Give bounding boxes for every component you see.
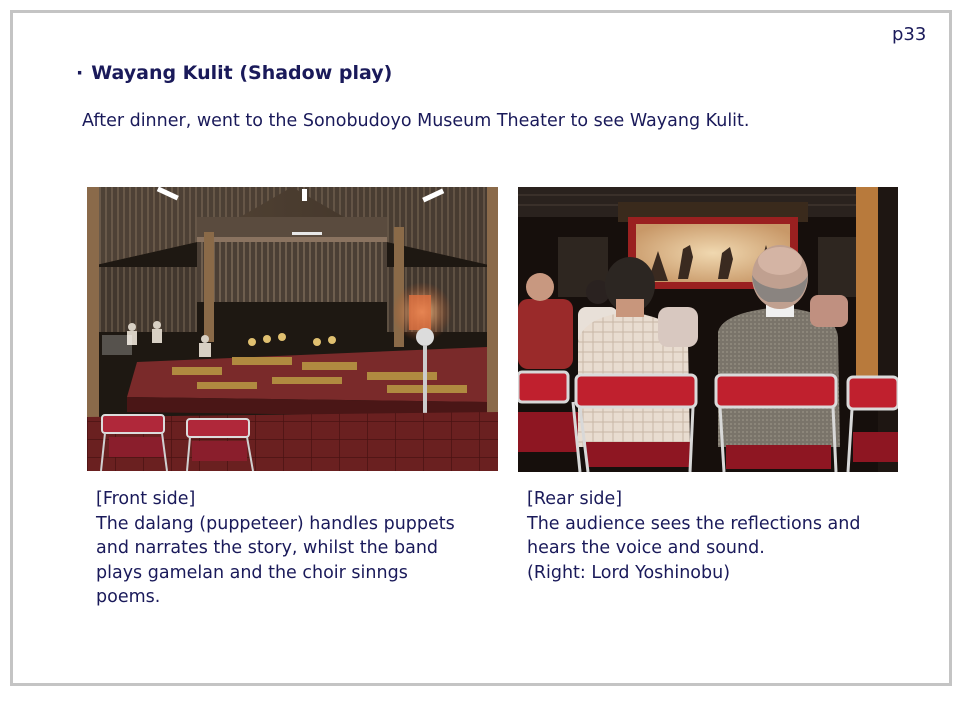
- section-title: Wayang Kulit (Shadow play): [91, 62, 393, 84]
- caption-heading: [Rear side]: [527, 489, 623, 509]
- caption-line: poems.: [96, 587, 161, 607]
- theater-stage-photo: [87, 187, 498, 471]
- caption-line: plays gamelan and the choir sinngs: [96, 562, 408, 583]
- caption-line: and narrates the story, whilst the band: [96, 538, 439, 558]
- audience-back-photo: [518, 187, 898, 472]
- bullet-mark: ·: [76, 62, 84, 84]
- caption-line: (Right: Lord Yoshinobu): [527, 562, 731, 583]
- caption-line: hears the voice and sound.: [527, 538, 765, 558]
- caption-line: The dalang (puppeteer) handles puppets: [96, 513, 455, 534]
- rear-side-caption: [527, 487, 907, 585]
- intro-text: After dinner, went to the Sonobudoyo Museum Theater to see Wayang Kulit.: [82, 111, 750, 131]
- page-number: p33: [892, 24, 927, 45]
- front-side-caption: [96, 487, 491, 610]
- caption-line: The audience sees the reflections and: [527, 513, 861, 534]
- section-heading: [76, 62, 392, 84]
- caption-heading: [Front side]: [96, 489, 196, 509]
- rear-side-photo: [518, 187, 898, 472]
- front-side-photo: [87, 187, 498, 471]
